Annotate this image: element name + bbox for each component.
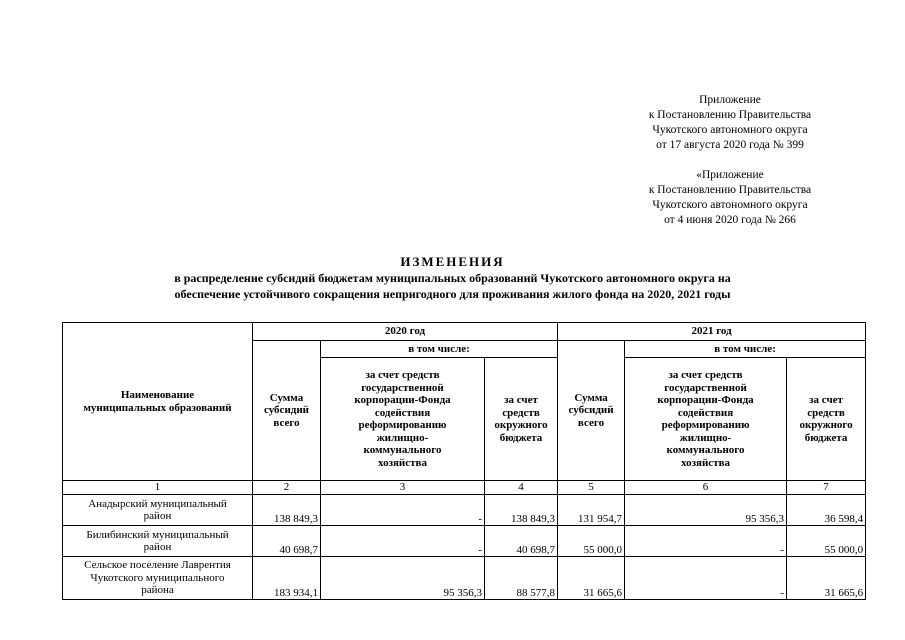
cell-fund-2020: 95 356,3 — [321, 557, 485, 600]
header-district-line: за счет — [809, 394, 843, 406]
cell-fund-2021: - — [625, 557, 787, 600]
header-fund-line: коммунального — [666, 444, 745, 456]
document-subtitle-line: в распределение субсидий бюджетам муниципальных образований Чукотского автономного округа на — [174, 271, 731, 285]
column-number: 4 — [485, 481, 558, 495]
header-district-line: бюджета — [804, 431, 848, 444]
cell-total-2021: 31 665,6 — [558, 557, 625, 600]
row-name-line: района — [141, 584, 174, 597]
header-fund-line: хозяйства — [377, 456, 428, 469]
header-total-line: Сумма — [574, 391, 608, 404]
header-total-line: Сумма — [269, 391, 304, 404]
column-number-row — [63, 481, 866, 495]
appendix-previous — [620, 168, 840, 228]
cell-total-2020: 40 698,7 — [253, 526, 321, 557]
header-fund-line: реформированию — [661, 419, 750, 431]
header-district-line: бюджета — [499, 431, 543, 444]
header-including-2020: в том числе: — [321, 341, 558, 358]
header-fund-line: государственной — [664, 381, 747, 394]
header-fund-line: жилищно- — [376, 431, 429, 444]
table-row — [63, 495, 866, 526]
cell-district-2020: 138 849,3 — [485, 495, 558, 526]
row-name-line: район — [143, 541, 172, 553]
header-total-line: всего — [577, 416, 605, 429]
row-name-line: район — [143, 510, 172, 522]
cell-district-2020: 88 577,8 — [485, 557, 558, 600]
cell-fund-2020: - — [321, 526, 485, 557]
cell-district-2021: 55 000,0 — [787, 526, 866, 557]
cell-district-2021: 36 598,4 — [787, 495, 866, 526]
cell-fund-2020: - — [321, 495, 485, 526]
appendix-line: к Постановлению Правительства — [648, 184, 812, 196]
cell-total-2020: 138 849,3 — [253, 495, 321, 526]
header-fund-line: государственной — [361, 381, 444, 394]
row-name — [63, 526, 253, 557]
column-number: 3 — [321, 481, 485, 495]
header-fund-2020 — [321, 358, 485, 481]
header-total-line: всего — [273, 416, 300, 429]
row-name-line: Сельское поселение Лаврентия — [84, 559, 231, 572]
header-including-2021: в том числе: — [625, 341, 866, 358]
header-year-2021: 2021 год — [558, 323, 866, 341]
header-fund-line: за счет средств — [668, 369, 743, 381]
document-heading — [40, 253, 865, 302]
header-fund-line: корпорации-Фонда — [657, 394, 754, 406]
header-name-line: муниципальных образований — [83, 401, 232, 414]
column-number: 2 — [253, 481, 321, 495]
header-district-line: средств — [807, 406, 845, 419]
appendix-current — [620, 93, 840, 153]
header-district-line: за счет — [504, 394, 538, 406]
table-row — [63, 526, 866, 557]
cell-total-2021: 55 000,0 — [558, 526, 625, 557]
appendix-line: «Приложение — [696, 169, 764, 181]
cell-fund-2021: - — [625, 526, 787, 557]
header-fund-line: содействия — [677, 406, 734, 419]
header-year-2020: 2020 год — [253, 323, 558, 341]
header-total-line: субсидий — [568, 404, 614, 417]
header-fund-line: реформированию — [358, 419, 447, 431]
cell-district-2021: 31 665,6 — [787, 557, 866, 600]
column-number: 6 — [625, 481, 787, 495]
column-number: 1 — [63, 481, 253, 495]
row-name — [63, 557, 253, 600]
header-fund-line: за счет средств — [365, 369, 440, 381]
header-fund-line: корпорации-Фонда — [354, 394, 451, 406]
header-district-line: окружного — [494, 419, 548, 431]
cell-district-2020: 40 698,7 — [485, 526, 558, 557]
header-total-2020 — [253, 341, 321, 481]
header-fund-2021 — [625, 358, 787, 481]
appendix-line: от 4 июня 2020 года № 266 — [664, 214, 796, 226]
row-name-line: Чукотского муниципального — [90, 571, 225, 584]
cell-total-2020: 183 934,1 — [253, 557, 321, 600]
cell-fund-2021: 95 356,3 — [625, 495, 787, 526]
appendix-line: к Постановлению Правительства — [648, 109, 812, 121]
table-row — [63, 557, 866, 600]
document-subtitle-line: обеспечение устойчивого сокращения непригодного для проживания жилого фонда на 2020, 2021 годы — [174, 287, 731, 301]
row-name-line: Билибинский муниципальный — [86, 528, 229, 541]
row-name-line: Анадырский муниципальный — [88, 497, 227, 510]
appendix-line: Приложение — [699, 94, 761, 106]
header-district-line: окружного — [799, 419, 853, 431]
header-fund-line: хозяйства — [681, 456, 731, 469]
header-district-line: средств — [502, 406, 540, 419]
header-fund-line: жилищно- — [679, 431, 732, 444]
cell-total-2021: 131 954,7 — [558, 495, 625, 526]
header-total-2021 — [558, 341, 625, 481]
header-fund-line: содействия — [374, 406, 431, 419]
header-district-2021 — [787, 358, 866, 481]
column-number: 5 — [558, 481, 625, 495]
appendix-line: Чукотского автономного округа — [652, 124, 808, 136]
header-total-line: субсидий — [263, 404, 310, 417]
document-title: ИЗМЕНЕНИЯ — [400, 254, 505, 269]
column-number: 7 — [787, 481, 866, 495]
subsidy-table — [62, 322, 866, 600]
appendix-line: Чукотского автономного округа — [652, 199, 808, 211]
header-name-line: Наименование — [120, 389, 195, 401]
header-fund-line: коммунального — [363, 444, 442, 456]
appendix-line: от 17 августа 2020 года № 399 — [656, 139, 804, 151]
header-district-2020 — [485, 358, 558, 481]
row-name — [63, 495, 253, 526]
header-name-cell — [63, 323, 253, 481]
